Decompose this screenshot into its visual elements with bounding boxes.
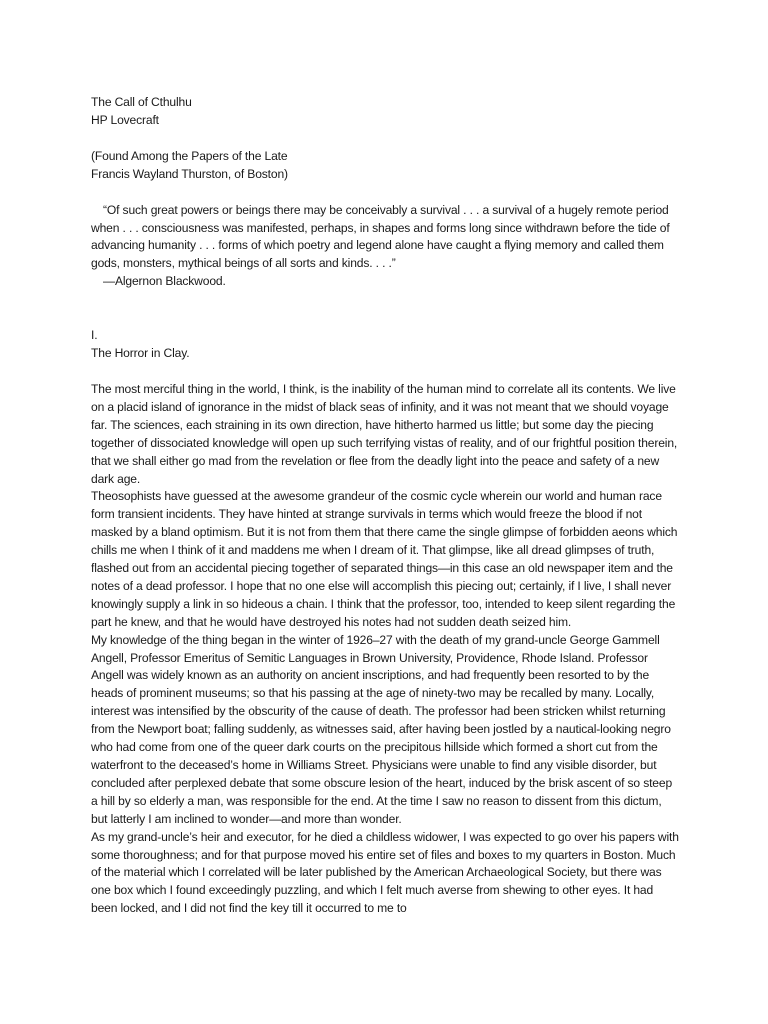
provenance-line-1: (Found Among the Papers of the Late <box>91 148 288 163</box>
body-paragraph: The most merciful thing in the world, I think, is the inability of the human mind to correlate all its contents. We live on a placid island of ignorance in the midst of black seas of infinity, and it was not meant that we should voyage far. The sciences, each straining in its own direction, have hitherto harmed us little; but some day the piecing together of dissociated knowledge will open up such terrifying vistas of reality, and of our frightful position therein, that we shall either go mad from the revelation or flee from the deadly light into the peace and safety of a new dark age. <box>91 381 678 486</box>
document-body <box>91 94 681 918</box>
epigraph-attribution: —Algernon Blackwood. <box>103 274 226 289</box>
document-title: The Call of Cthulhu <box>91 95 192 109</box>
epigraph: “Of such great powers or beings there may be conceivably a survival . . . a survival of a hugely remote period when . . . consciousness was manifested, perhaps, in shapes and forms long since withdrawn before the tide of advancing humanity . . . forms of which poetry and legend alone have caught a flying memory and called them gods, monsters, mythical beings of all sorts and kinds. . . .” <box>91 202 670 271</box>
body-paragraph: My knowledge of the thing began in the winter of 1926–27 with the death of my grand-uncle George Gammell Angell, Professor Emeritus of Semitic Languages in Brown University, Providence, Rhode Island. Professor Angell was widely known as an authority on ancient inscriptions, and had frequently been resorted to by the heads of prominent museums; so that his passing at the age of ninety-two may be recalled by many. Locally, interest was intensified by the obscurity of the cause of death. The professor had been stricken whilst returning from the Newport boat; falling suddenly, as witnesses said, after having been jostled by a nautical-looking negro who had come from one of the queer dark courts on the precipitous hillside which formed a short cut from the waterfront to the deceased’s home in Williams Street. Physicians were unable to find any visible disorder, but concluded after perplexed debate that some obscure lesion of the heart, induced by the brisk ascent of so steep a hill by so elderly a man, was responsible for the end. At the time I saw no reason to dissent from this dictum, but latterly I am inclined to wonder—and more than wonder. <box>91 632 673 826</box>
body-paragraph: As my grand-uncle’s heir and executor, for he died a childless widower, I was expected to go over his papers with some thoroughness; and for that purpose moved his entire set of files and boxes to my quarters in Boston. Much of the material which I correlated will be later published by the American Archaeological Society, but there was one box which I found exceedingly puzzling, and which I felt much averse from shewing to other eyes. It had been locked, and I did not find the key till it occurred to me to <box>91 829 679 916</box>
document-author: HP Lovecraft <box>91 112 159 127</box>
chapter-number: I. <box>91 328 98 343</box>
chapter-title: The Horror in Clay. <box>91 346 190 361</box>
body-paragraph: Theosophists have guessed at the awesome grandeur of the cosmic cycle wherein our world and human race form transient incidents. They have hinted at strange survivals in terms which would freeze the blood if not masked by a bland optimism. But it is not from them that there came the single glimpse of forbidden aeons which chills me when I think of it and maddens me when I dream of it. That glimpse, like all dread glimpses of truth, flashed out from an accidental piecing together of separated things—in this case an old newspaper item and the notes of a dead professor. I hope that no one else will accomplish this piecing out; certainly, if I live, I shall never knowingly supply a link in so hideous a chain. I think that the professor, too, intended to keep silent regarding the part he knew, and that he would have destroyed his notes had not sudden death seized him. <box>91 489 678 629</box>
provenance-line-2: Francis Wayland Thurston, of Boston) <box>91 166 288 181</box>
